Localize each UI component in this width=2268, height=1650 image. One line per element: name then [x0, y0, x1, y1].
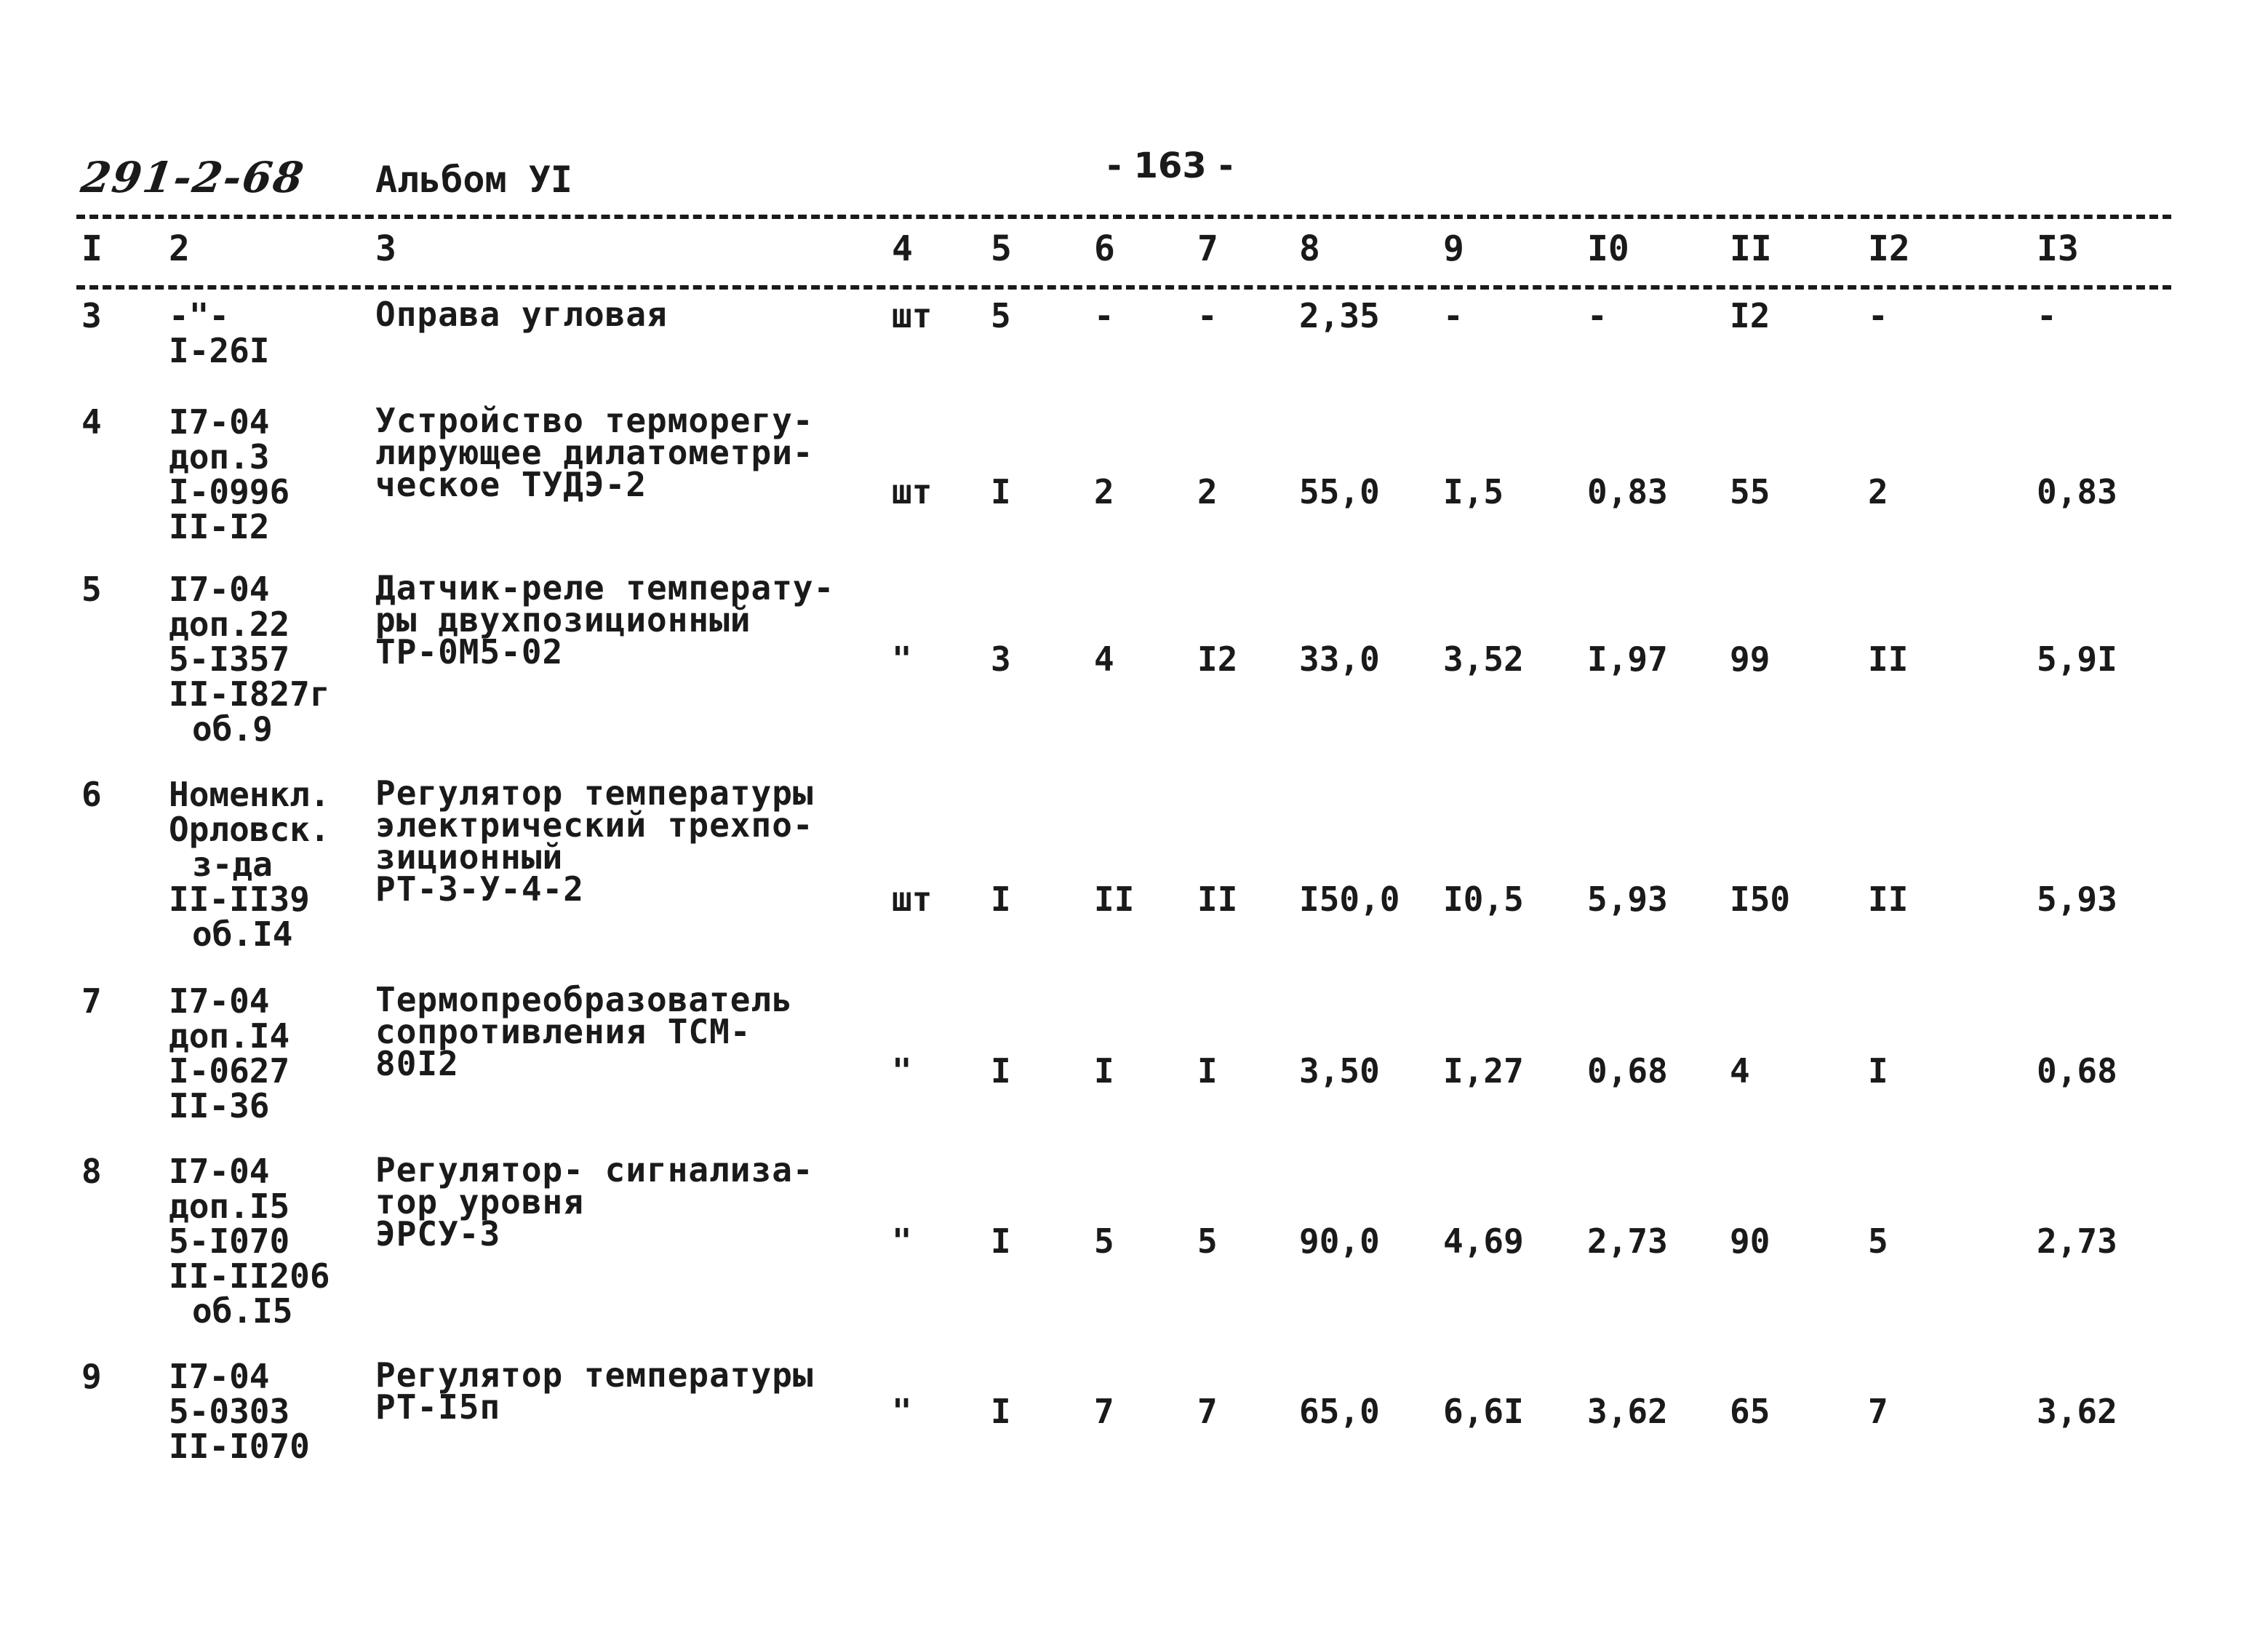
item-description-line: сопротивления ТСМ-	[375, 1012, 751, 1051]
column-header-7: 7	[1197, 228, 1218, 269]
table-top-rule	[76, 215, 2171, 219]
unit-cell: "	[892, 1392, 912, 1431]
value-cell-col-6: II	[1094, 880, 1135, 919]
reference-code-line: доп.I4	[169, 1016, 290, 1056]
reference-code-line: II-36	[169, 1086, 270, 1125]
value-cell-col-5: I	[991, 1221, 1011, 1261]
value-cell-col-10: 2,73	[1587, 1221, 1668, 1261]
row-number: 4	[81, 402, 102, 442]
value-cell-col-6: I	[1094, 1051, 1114, 1091]
reference-code-line: об.I5	[192, 1291, 293, 1331]
item-description-line: ЭРСУ-3	[375, 1214, 501, 1254]
item-description-line: РТ-3-У-4-2	[375, 869, 584, 909]
reference-code-line: I7-04	[169, 1152, 270, 1191]
value-cell-col-11: 65	[1730, 1392, 1770, 1431]
value-cell-col-13: 0,68	[2037, 1051, 2117, 1091]
item-description-line: зиционный	[375, 837, 564, 877]
reference-code-line: Орловск.	[169, 810, 330, 849]
value-cell-col-12: I	[1868, 1051, 1888, 1091]
value-cell-col-11: 55	[1730, 472, 1770, 511]
reference-code-line: доп.22	[169, 605, 290, 644]
value-cell-col-9: I,27	[1443, 1051, 1524, 1091]
value-cell-col-5: I	[991, 1051, 1011, 1091]
value-cell-col-7: I	[1197, 1051, 1218, 1091]
value-cell-col-8: 65,0	[1299, 1392, 1380, 1431]
reference-code-line: II-II39	[169, 880, 310, 919]
column-header-10: I0	[1587, 228, 1629, 269]
item-description-line: ТР-0М5-02	[375, 632, 564, 671]
value-cell-col-7: I2	[1197, 639, 1238, 679]
value-cell-col-9: -	[1443, 296, 1464, 335]
value-cell-col-12: 5	[1868, 1221, 1888, 1261]
value-cell-col-9: I0,5	[1443, 880, 1524, 919]
unit-cell: "	[892, 1051, 912, 1091]
value-cell-col-11: 99	[1730, 639, 1770, 679]
column-header-12: I2	[1868, 228, 1910, 269]
value-cell-col-12: II	[1868, 639, 1909, 679]
unit-cell: шт	[892, 472, 933, 511]
reference-code-line: I7-04	[169, 402, 270, 442]
reference-code-line: I7-04	[169, 981, 270, 1021]
album-label: Альбом УI	[375, 159, 572, 201]
reference-code-line: II-I070	[169, 1427, 310, 1466]
row-number: 8	[81, 1152, 102, 1191]
value-cell-col-7: -	[1197, 296, 1218, 335]
value-cell-col-8: 90,0	[1299, 1221, 1380, 1261]
value-cell-col-10: -	[1587, 296, 1608, 335]
item-description-line: Датчик-реле температу-	[375, 568, 835, 607]
item-description-line: ры двухпозиционный	[375, 600, 751, 639]
value-cell-col-12: -	[1868, 296, 1888, 335]
column-header-6: 6	[1094, 228, 1115, 269]
value-cell-col-9: 4,69	[1443, 1221, 1524, 1261]
reference-code-line: 5-I070	[169, 1221, 290, 1261]
value-cell-col-10: 3,62	[1587, 1392, 1668, 1431]
value-cell-col-8: I50,0	[1299, 880, 1400, 919]
value-cell-col-10: 0,83	[1587, 472, 1668, 511]
column-header-13: I3	[2037, 228, 2079, 269]
item-description-line: Регулятор- сигнализа-	[375, 1150, 814, 1189]
item-description-line: Термопреобразователь	[375, 980, 793, 1019]
column-header-8: 8	[1299, 228, 1320, 269]
value-cell-col-11: 90	[1730, 1221, 1770, 1261]
reference-code-line: II-I827г	[169, 674, 330, 714]
value-cell-col-13: 2,73	[2037, 1221, 2117, 1261]
reference-code-line: доп.I5	[169, 1187, 290, 1226]
unit-cell: "	[892, 1221, 912, 1261]
value-cell-col-9: I,5	[1443, 472, 1504, 511]
item-description-line: электрический трехпо-	[375, 805, 814, 845]
value-cell-col-6: 2	[1094, 472, 1114, 511]
unit-cell: шт	[892, 880, 933, 919]
item-description-line: РТ-I5п	[375, 1387, 501, 1427]
reference-code-line: I-0627	[169, 1051, 290, 1091]
item-description-line: тор уровня	[375, 1182, 584, 1221]
value-cell-col-5: 5	[991, 296, 1011, 335]
item-description-line: Регулятор температуры	[375, 1355, 814, 1395]
value-cell-col-10: 0,68	[1587, 1051, 1668, 1091]
value-cell-col-8: 3,50	[1299, 1051, 1380, 1091]
value-cell-col-8: 2,35	[1299, 296, 1380, 335]
value-cell-col-12: II	[1868, 880, 1909, 919]
value-cell-col-5: I	[991, 880, 1011, 919]
value-cell-col-12: 2	[1868, 472, 1888, 511]
value-cell-col-11: 4	[1730, 1051, 1750, 1091]
reference-code-line: I-26I	[169, 331, 270, 370]
row-number: 9	[81, 1357, 102, 1396]
reference-code-line: II-II206	[169, 1256, 330, 1296]
row-number: 6	[81, 775, 102, 814]
column-header-9: 9	[1443, 228, 1464, 269]
reference-code-line: I-0996	[169, 472, 290, 511]
reference-code-line: 5-I357	[169, 639, 290, 679]
reference-code-line: 5-0303	[169, 1392, 290, 1431]
value-cell-col-7: 7	[1197, 1392, 1218, 1431]
value-cell-col-8: 33,0	[1299, 639, 1380, 679]
value-cell-col-13: 5,9I	[2037, 639, 2117, 679]
row-number: 7	[81, 981, 102, 1021]
value-cell-col-6: -	[1094, 296, 1114, 335]
column-header-5: 5	[991, 228, 1012, 269]
row-number: 5	[81, 570, 102, 609]
table-header-rule	[76, 285, 2171, 290]
item-description-line: ческое ТУДЭ-2	[375, 465, 647, 504]
reference-code-line: об.9	[192, 709, 273, 749]
value-cell-col-5: I	[991, 1392, 1011, 1431]
value-cell-col-9: 3,52	[1443, 639, 1524, 679]
column-header-2: 2	[169, 228, 190, 269]
item-description-line: 80I2	[375, 1044, 459, 1083]
value-cell-col-5: I	[991, 472, 1011, 511]
value-cell-col-5: 3	[991, 639, 1011, 679]
value-cell-col-6: 5	[1094, 1221, 1114, 1261]
value-cell-col-13: 3,62	[2037, 1392, 2117, 1431]
reference-code-line: з-да	[192, 845, 273, 884]
value-cell-col-12: 7	[1868, 1392, 1888, 1431]
document-number: 291-2-68	[78, 153, 308, 202]
column-header-1: I	[81, 228, 103, 269]
reference-code-line: I7-04	[169, 570, 270, 609]
value-cell-col-9: 6,6I	[1443, 1392, 1524, 1431]
value-cell-col-7: 2	[1197, 472, 1218, 511]
value-cell-col-13: 5,93	[2037, 880, 2117, 919]
column-header-4: 4	[892, 228, 913, 269]
value-cell-col-10: I,97	[1587, 639, 1668, 679]
reference-code-line: Номенкл.	[169, 775, 330, 814]
value-cell-col-10: 5,93	[1587, 880, 1668, 919]
item-description-line: Устройство терморегу-	[375, 401, 814, 440]
value-cell-col-11: I50	[1730, 880, 1791, 919]
unit-cell: шт	[892, 296, 933, 335]
reference-code-line: -"-	[169, 296, 230, 335]
value-cell-col-11: I2	[1730, 296, 1770, 335]
page-number: - 163 -	[1107, 146, 1234, 186]
value-cell-col-6: 4	[1094, 639, 1114, 679]
value-cell-col-6: 7	[1094, 1392, 1114, 1431]
item-description-line: лирующее дилатометри-	[375, 433, 814, 472]
unit-cell: "	[892, 639, 912, 679]
item-description-line: Регулятор температуры	[375, 773, 814, 813]
value-cell-col-7: II	[1197, 880, 1238, 919]
reference-code-line: II-I2	[169, 507, 270, 546]
row-number: 3	[81, 296, 102, 335]
value-cell-col-8: 55,0	[1299, 472, 1380, 511]
item-description-line: Оправа угловая	[375, 295, 668, 334]
value-cell-col-7: 5	[1197, 1221, 1218, 1261]
value-cell-col-13: -	[2037, 296, 2057, 335]
value-cell-col-13: 0,83	[2037, 472, 2117, 511]
reference-code-line: I7-04	[169, 1357, 270, 1396]
column-header-11: II	[1730, 228, 1772, 269]
reference-code-line: доп.3	[169, 437, 270, 477]
column-header-3: 3	[375, 228, 396, 269]
reference-code-line: об.I4	[192, 914, 293, 954]
